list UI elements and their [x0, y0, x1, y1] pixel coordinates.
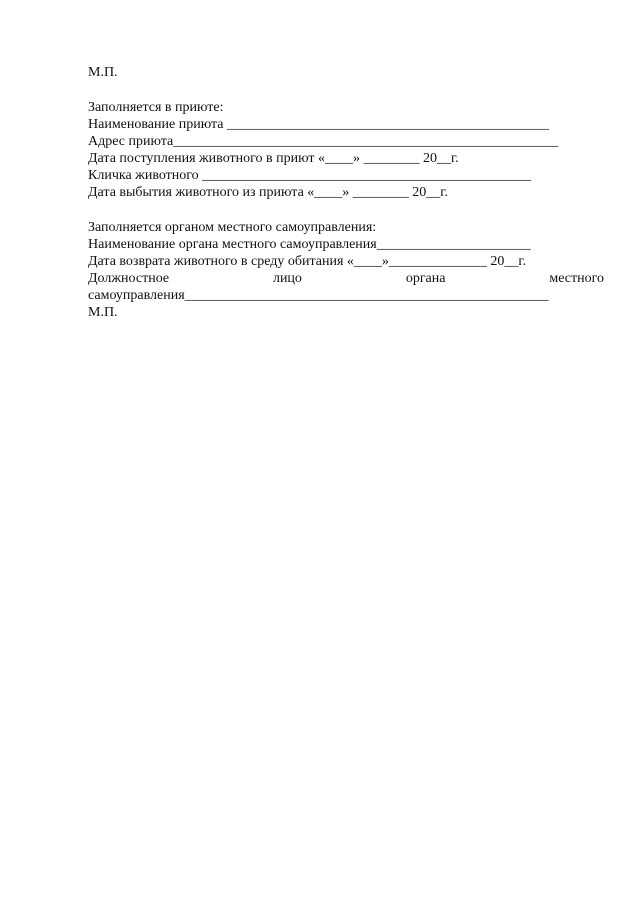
- official-line: [88, 271, 604, 287]
- municipal-section-heading: Заполняется органом местного самоуправления:: [88, 220, 377, 235]
- municipal-body-name-line: Наименование органа местного самоуправления______________________: [88, 237, 531, 252]
- shelter-section-heading: Заполняется в приюте:: [88, 100, 224, 115]
- stamp-bottom: М.П.: [88, 305, 118, 320]
- arrival-date-line: Дата поступления животного в приют «____» ________ 20__г.: [88, 151, 459, 166]
- official-continuation-line: самоуправления____________________________________________________: [88, 288, 549, 303]
- return-date-line: Дата возврата животного в среду обитания «____»______________ 20__г.: [88, 254, 527, 269]
- official-word-2: лицо: [272, 271, 302, 286]
- shelter-name-line: Наименование приюта ______________________________________________: [88, 117, 549, 132]
- official-word-1: Должностное: [88, 271, 170, 286]
- departure-date-line: Дата выбытия животного из приюта «____» ________ 20__г.: [88, 185, 448, 200]
- stamp-top: М.П.: [88, 65, 118, 80]
- shelter-address-line: Адрес приюта_______________________________________________________: [88, 134, 559, 149]
- official-word-4: местного: [549, 271, 604, 286]
- official-word-3: органа: [405, 271, 446, 286]
- animal-nickname-line: Кличка животного _______________________________________________: [88, 168, 532, 183]
